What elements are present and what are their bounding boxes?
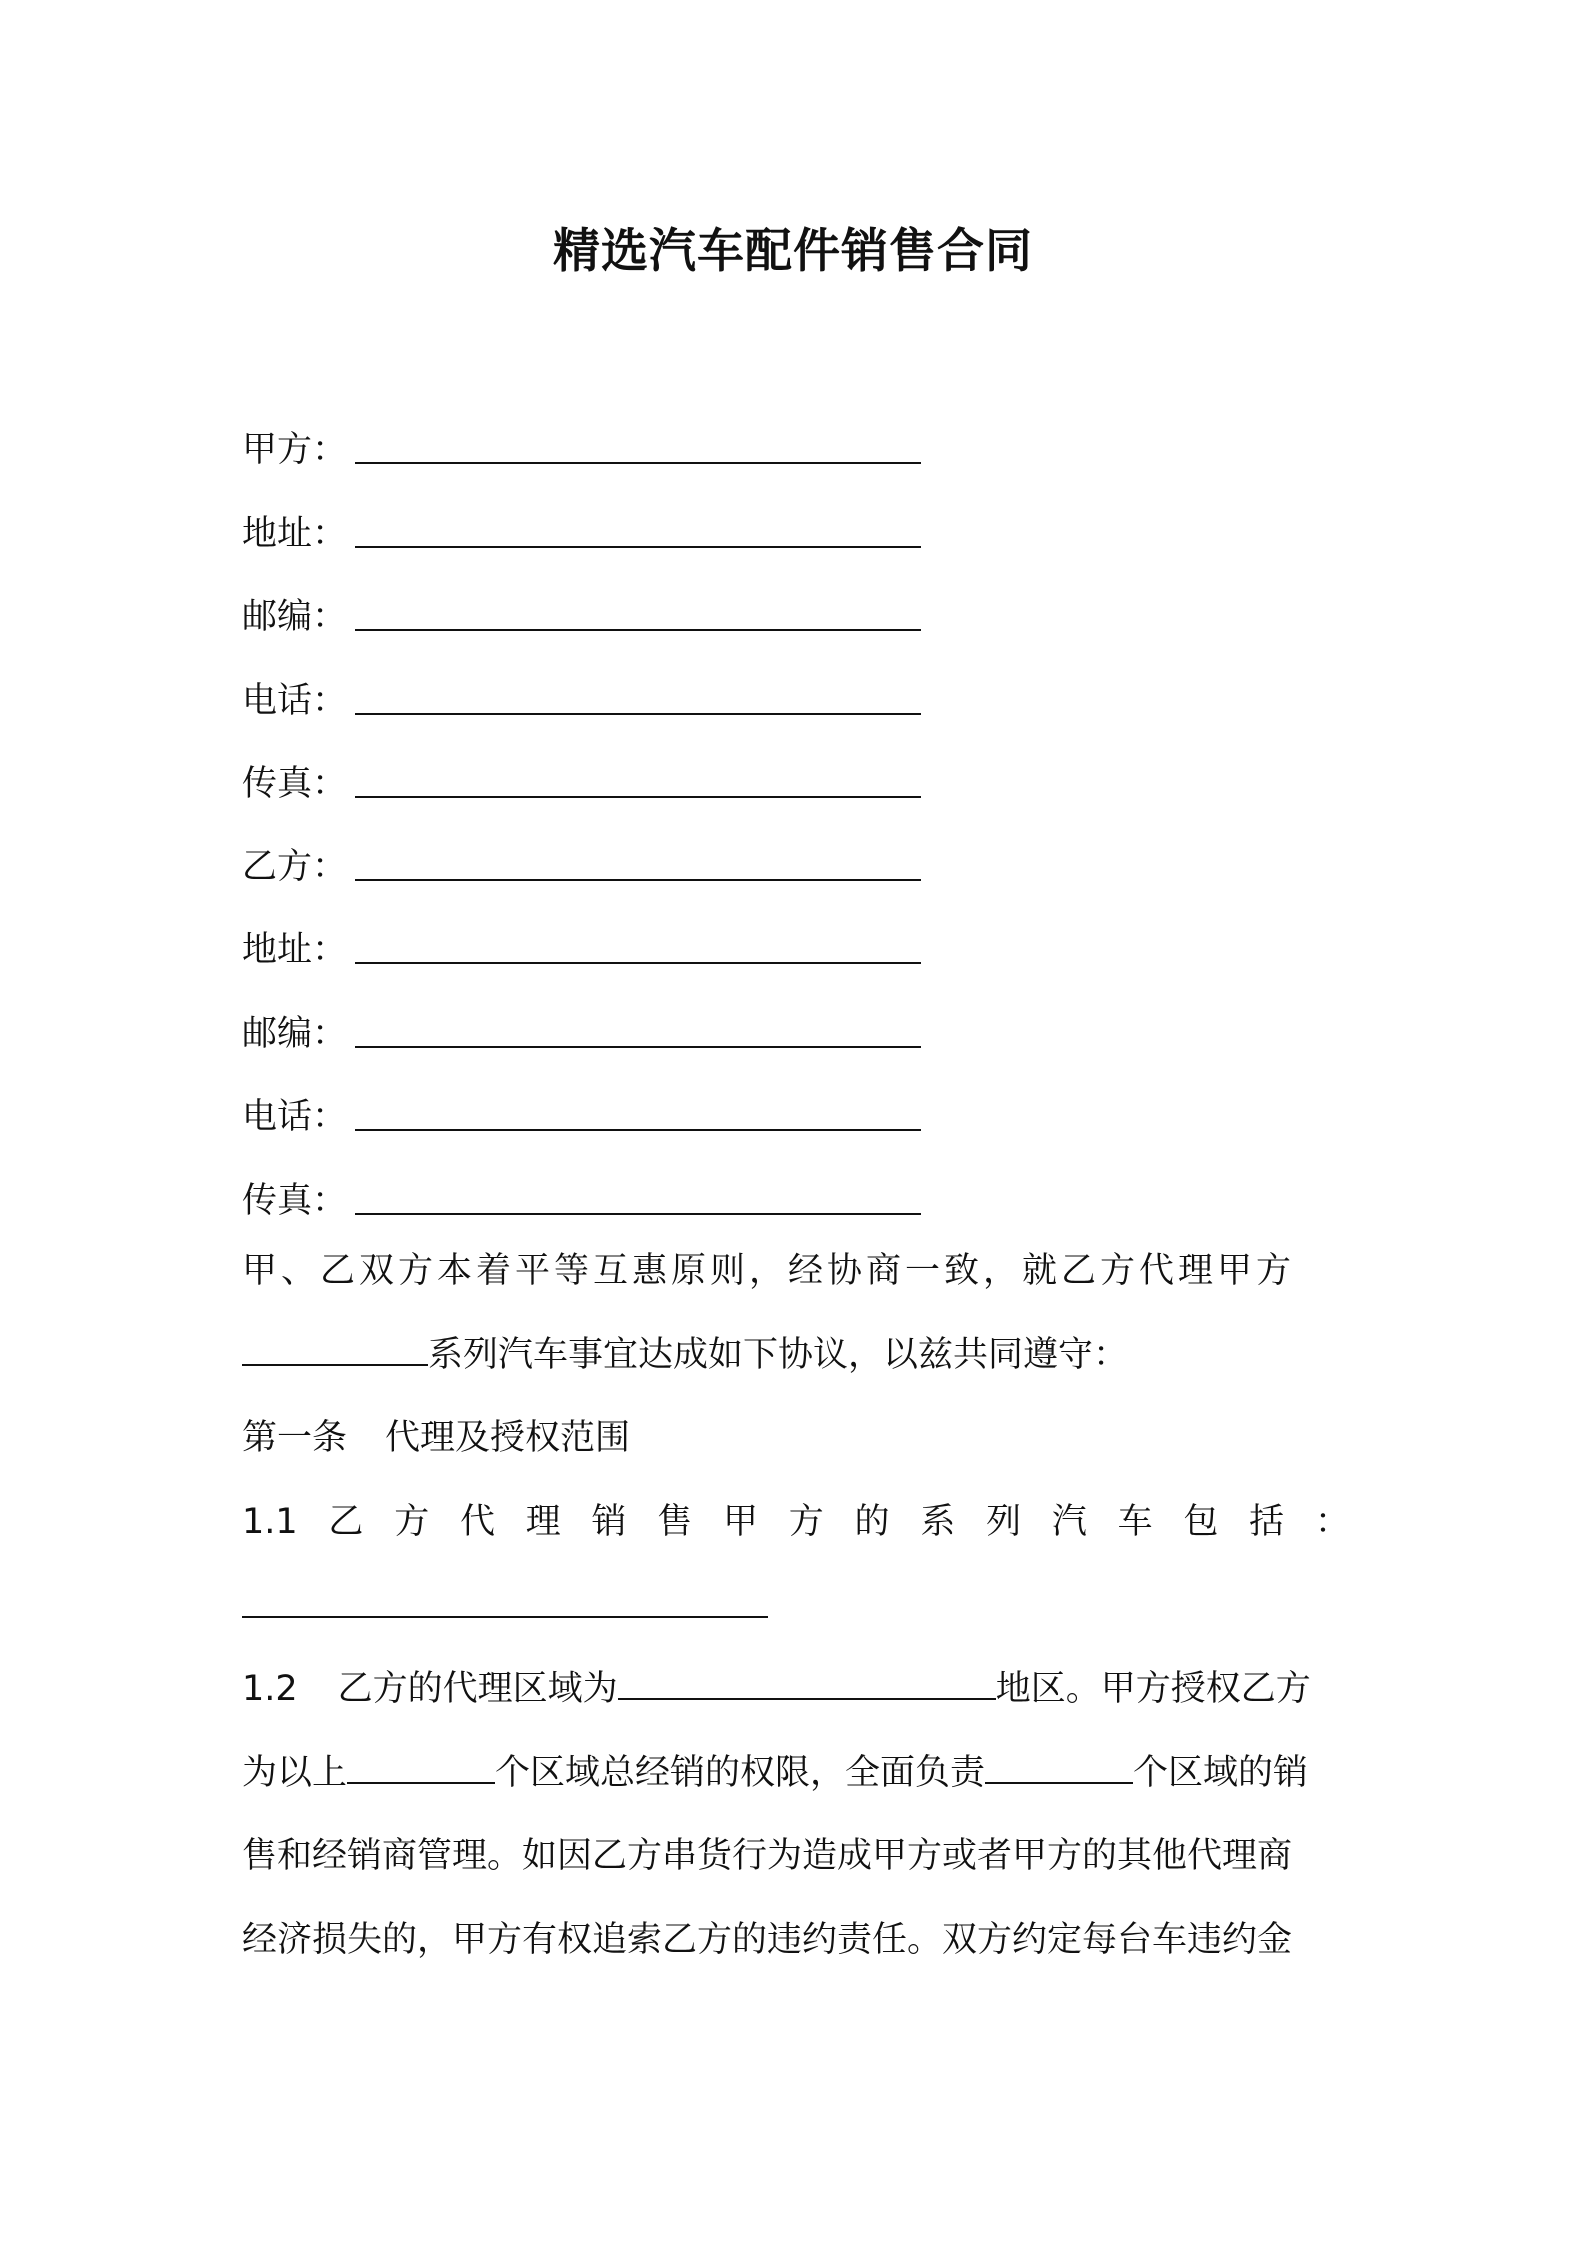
fill-in-blank: [355, 546, 921, 548]
clause-1-2-text-a: 乙方的代理区域为: [337, 1669, 618, 1709]
field-label: 传真：: [242, 1181, 348, 1221]
clause-1-2-line-3: 售和经销商管理。如因乙方串货行为造成甲方或者甲方的其他代理商: [242, 1836, 1293, 1876]
article-number: 第一条: [242, 1418, 348, 1458]
fill-in-blank: [355, 462, 921, 464]
party-b-phone-field: [242, 1075, 921, 1135]
fill-in-blank: [355, 879, 921, 881]
field-label: 地址：: [242, 930, 348, 970]
party-a-fax-field: [242, 742, 921, 802]
fill-in-blank: [618, 1698, 996, 1700]
clause-1-1-char: 列: [986, 1502, 1022, 1542]
party-a-postcode-field: [242, 575, 921, 635]
field-label: 传真：: [242, 764, 348, 804]
clause-1-1-char: 的: [854, 1502, 890, 1542]
clause-1-1-char: 甲: [723, 1502, 759, 1542]
clause-1-1-char: 售: [657, 1502, 693, 1542]
clause-1-1: [242, 1502, 1350, 1542]
fill-in-blank: [347, 1782, 495, 1784]
party-a-name-field: [242, 408, 921, 468]
clause-number: 1.1: [242, 1502, 298, 1542]
document-title: 精选汽车配件销售合同: [553, 224, 1033, 279]
fill-in-blank: [242, 1616, 768, 1618]
field-label: 电话：: [242, 1097, 348, 1137]
party-b-name-field: [242, 825, 921, 885]
clause-1-1-char: ：: [1314, 1502, 1350, 1542]
field-label: 乙方：: [242, 847, 348, 887]
fill-in-blank: [355, 713, 921, 715]
field-label: 邮编：: [242, 597, 348, 637]
clause-1-1-char: 包: [1183, 1502, 1219, 1542]
article-title: 代理及授权范围: [385, 1418, 631, 1458]
clause-1-2-line-4: 经济损失的，甲方有权追索乙方的违约责任。双方约定每台车违约金: [242, 1920, 1293, 1960]
clause-1-2-line-2-b: 个区域总经销的权限，全面负责: [495, 1753, 986, 1793]
clause-number: 1.2: [242, 1669, 298, 1709]
fill-in-blank: [355, 1213, 921, 1215]
clause-1-1-char: 销: [591, 1502, 627, 1542]
clause-1-2-line-1: [242, 1669, 1350, 1709]
clause-1-1-char: 乙: [328, 1502, 364, 1542]
clause-1-1-char: 系: [920, 1502, 956, 1542]
fill-in-blank: [355, 796, 921, 798]
fill-in-blank: [242, 1364, 428, 1366]
clause-1-1-char: 理: [525, 1502, 561, 1542]
field-label: 地址：: [242, 514, 348, 554]
clause-1-1-char: 汽: [1051, 1502, 1087, 1542]
fill-in-blank: [355, 962, 921, 964]
fill-in-blank: [985, 1782, 1133, 1784]
clause-1-2-text-b: 地区。甲方授权乙方: [995, 1669, 1311, 1709]
article-1-heading: [242, 1418, 1350, 1458]
clause-1-1-char: 车: [1117, 1502, 1153, 1542]
field-label: 邮编：: [242, 1014, 348, 1054]
party-b-address-field: [242, 908, 921, 968]
clause-1-1-char: 方: [394, 1502, 430, 1542]
party-b-fax-field: [242, 1159, 921, 1219]
field-label: 电话：: [242, 681, 348, 721]
preamble-line-2-text: 系列汽车事宜达成如下协议，以兹共同遵守：: [428, 1335, 1129, 1375]
party-b-postcode-field: [242, 992, 921, 1052]
party-a-address-field: [242, 492, 921, 552]
fill-in-blank: [355, 629, 921, 631]
clause-1-2-line-2: [242, 1753, 1350, 1793]
preamble-line-2: [242, 1335, 1350, 1375]
clause-1-2-line-2-c: 个区域的销: [1133, 1753, 1309, 1793]
clause-1-1-char: 括: [1249, 1502, 1285, 1542]
party-a-phone-field: [242, 659, 921, 719]
clause-1-2-line-2-a: 为以上: [242, 1753, 348, 1793]
field-label: 甲方：: [242, 430, 348, 470]
clause-1-1-char: 代: [459, 1502, 495, 1542]
fill-in-blank: [355, 1046, 921, 1048]
fill-in-blank: [355, 1129, 921, 1131]
clause-1-1-blank-line: [242, 1590, 1350, 1625]
clause-1-1-char: 方: [788, 1502, 824, 1542]
preamble-line-1: 甲、乙双方本着平等互惠原则，经协商一致，就乙方代理甲方: [242, 1251, 1296, 1291]
